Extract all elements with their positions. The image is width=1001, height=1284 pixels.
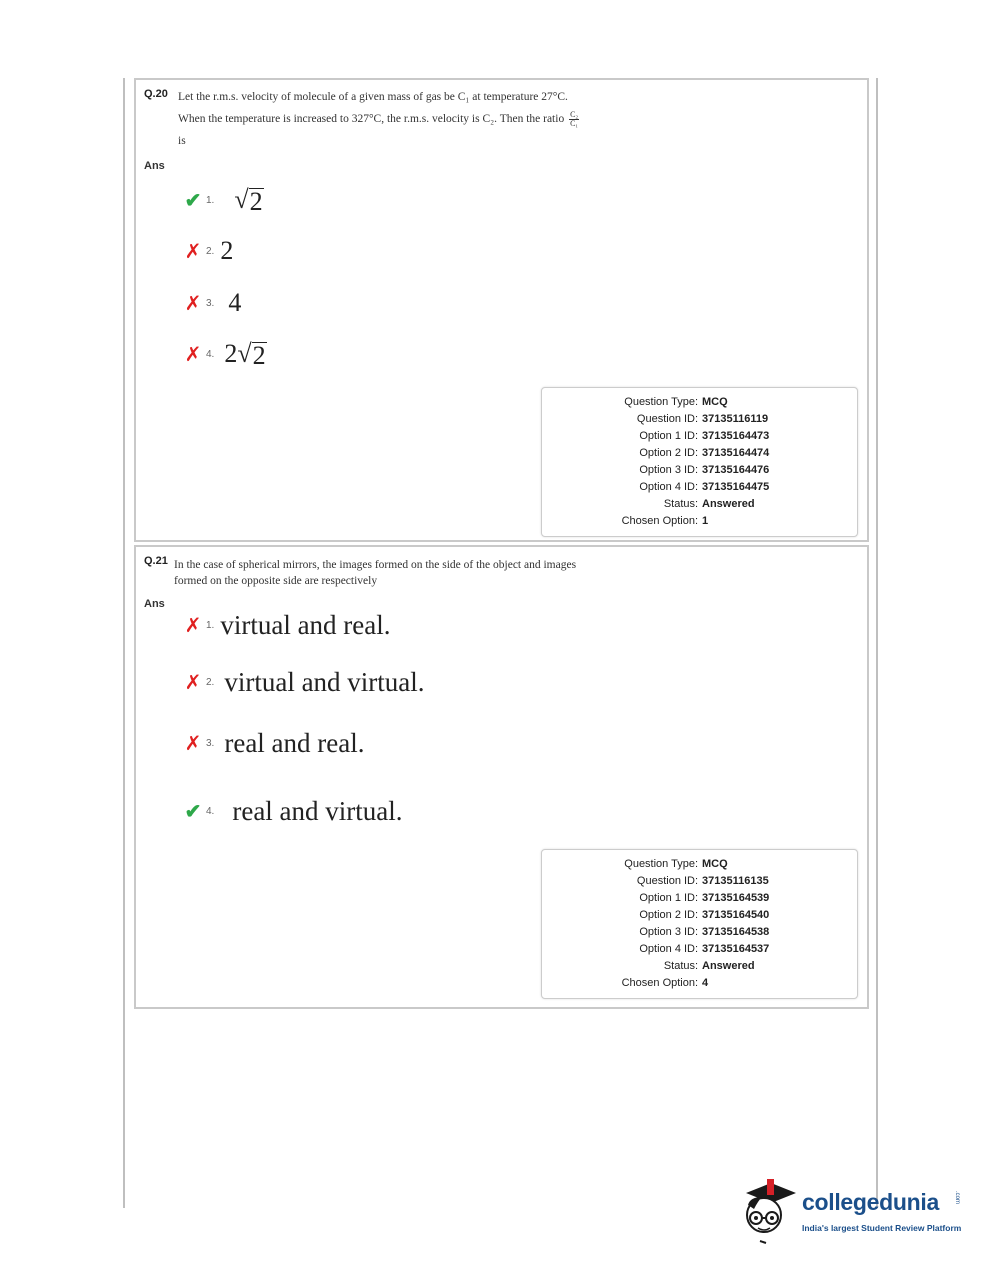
meta-separator: : <box>695 909 699 921</box>
sqrt-icon: √ <box>237 339 252 368</box>
meta-key: Question ID <box>636 413 695 425</box>
question-20-panel <box>134 78 869 542</box>
wrong-cross-icon: ✗ <box>184 240 202 263</box>
right-page-rule <box>876 78 878 1208</box>
option-number: 2. <box>206 245 215 257</box>
option-number: 4. <box>206 805 215 817</box>
option-4 <box>182 336 267 372</box>
wrong-cross-icon: ✗ <box>184 614 202 637</box>
meta-row-chosen-option <box>542 513 857 530</box>
option-text <box>224 339 266 369</box>
meta-separator: : <box>695 464 699 476</box>
question-line-2 <box>178 108 858 130</box>
meta-key: Option 4 ID <box>639 481 695 493</box>
option-4 <box>182 793 403 829</box>
meta-value: 37135164540 <box>702 909 770 921</box>
option-text: virtual and virtual. <box>224 666 425 697</box>
meta-value: 37135164473 <box>702 430 770 442</box>
question-meta-box <box>541 849 858 999</box>
option-1 <box>182 182 264 218</box>
ratio-fraction <box>569 111 579 128</box>
meta-separator: : <box>695 413 699 425</box>
meta-row-option-4-id <box>542 479 857 496</box>
question-line-1: In the case of spherical mirrors, the images formed on the side of the object and images <box>174 559 577 571</box>
meta-row-option-2-id <box>542 445 857 462</box>
meta-key: Status <box>663 960 695 972</box>
meta-key: Status <box>663 498 695 510</box>
meta-row-option-4-id <box>542 941 857 958</box>
meta-value: MCQ <box>702 396 728 408</box>
meta-separator: : <box>695 396 699 408</box>
meta-separator: : <box>695 515 699 527</box>
meta-row-status <box>542 496 857 513</box>
option-text: 4 <box>228 288 242 317</box>
question-meta-box <box>541 387 858 537</box>
option-2 <box>182 234 233 268</box>
question-line-3: is <box>178 135 186 147</box>
meta-value: Answered <box>702 498 755 510</box>
meta-separator: : <box>695 926 699 938</box>
question-line-1: Let the r.m.s. velocity of molecule of a given mass of gas be C₁ at temperature 27°C. <box>178 91 568 103</box>
meta-key: Question Type <box>624 396 695 408</box>
option-3 <box>182 725 365 761</box>
meta-separator: : <box>695 498 699 510</box>
meta-separator: : <box>695 875 699 887</box>
fraction-numerator: C₂ <box>570 109 579 119</box>
option-1 <box>182 607 391 643</box>
option-text: 2 <box>220 236 234 265</box>
question-number: Q.20 <box>144 88 168 100</box>
wrong-cross-icon: ✗ <box>184 343 202 366</box>
meta-value: 1 <box>702 515 709 527</box>
meta-row-question-id <box>542 873 857 890</box>
answer-label: Ans <box>144 598 165 610</box>
option-text: real and real. <box>224 727 365 758</box>
meta-key: Option 3 ID <box>639 926 695 938</box>
meta-value: 37135164538 <box>702 926 770 938</box>
meta-separator: : <box>695 481 699 493</box>
option-number: 3. <box>206 297 215 309</box>
meta-value: 37135164537 <box>702 943 770 955</box>
logo-tld: .com <box>954 1191 960 1205</box>
meta-value: 37135164474 <box>702 447 770 459</box>
meta-key: Option 2 ID <box>639 909 695 921</box>
option-text: real and virtual. <box>232 795 403 826</box>
question-line-2-text: When the temperature is increased to 327°C, the r.m.s. velocity is C₂. Then the ratio <box>178 113 565 125</box>
meta-row-option-3-id <box>542 462 857 479</box>
question-text <box>178 86 858 152</box>
meta-separator: : <box>695 858 699 870</box>
meta-row-option-3-id <box>542 924 857 941</box>
meta-separator: : <box>695 943 699 955</box>
meta-value: Answered <box>702 960 755 972</box>
meta-key: Option 3 ID <box>639 464 695 476</box>
option-number: 4. <box>206 348 215 360</box>
meta-value: 4 <box>702 977 709 989</box>
wrong-cross-icon: ✗ <box>184 671 202 694</box>
option-number: 2. <box>206 676 215 688</box>
option-text <box>234 185 263 215</box>
question-number: Q.21 <box>144 555 168 567</box>
option-3 <box>182 286 241 320</box>
collegedunia-logo[interactable] <box>740 1175 970 1245</box>
meta-value: 37135164539 <box>702 892 770 904</box>
wrong-cross-icon: ✗ <box>184 732 202 755</box>
meta-key: Option 4 ID <box>639 943 695 955</box>
question-line-2: formed on the opposite side are respectively <box>174 575 378 587</box>
meta-row-option-1-id <box>542 428 857 445</box>
meta-separator: : <box>695 892 699 904</box>
meta-separator: : <box>695 960 699 972</box>
answer-label: Ans <box>144 160 165 172</box>
meta-separator: : <box>695 430 699 442</box>
wrong-cross-icon: ✗ <box>184 292 202 315</box>
option-number: 1. <box>206 619 215 631</box>
option-number: 3. <box>206 737 215 749</box>
meta-value: 37135116119 <box>702 413 769 425</box>
meta-value: 37135164476 <box>702 464 770 476</box>
sqrt-icon: √ <box>234 185 249 214</box>
left-page-rule <box>123 78 125 1208</box>
logo-tagline: India's largest Student Review Platform <box>802 1223 962 1233</box>
option-number: 1. <box>206 194 215 206</box>
radicand: 2 <box>252 341 266 370</box>
question-21-panel <box>134 545 869 1009</box>
meta-value: MCQ <box>702 858 728 870</box>
radicand: 2 <box>249 187 263 216</box>
meta-key: Question ID <box>636 875 695 887</box>
meta-row-question-type <box>542 856 857 873</box>
meta-value: 37135116135 <box>702 875 769 887</box>
mascot-icon <box>740 1175 802 1245</box>
meta-value: 37135164475 <box>702 481 770 493</box>
fraction-denominator: C₁ <box>570 118 579 128</box>
option-2 <box>182 664 425 700</box>
meta-key: Option 2 ID <box>639 447 695 459</box>
logo-brand-name: collegedunia <box>802 1189 939 1215</box>
correct-check-icon: ✔ <box>184 189 202 212</box>
meta-row-question-type <box>542 394 857 411</box>
meta-key: Option 1 ID <box>639 430 695 442</box>
meta-row-option-2-id <box>542 907 857 924</box>
option-prefix: 2 <box>224 339 238 368</box>
meta-row-option-1-id <box>542 890 857 907</box>
meta-row-chosen-option <box>542 975 857 992</box>
option-text: virtual and real. <box>220 609 391 640</box>
meta-row-question-id <box>542 411 857 428</box>
meta-key: Chosen Option <box>621 977 695 989</box>
meta-row-status <box>542 958 857 975</box>
correct-check-icon: ✔ <box>184 800 202 823</box>
meta-key: Chosen Option <box>621 515 695 527</box>
meta-separator: : <box>695 977 699 989</box>
meta-separator: : <box>695 447 699 459</box>
question-text <box>174 557 854 589</box>
meta-key: Option 1 ID <box>639 892 695 904</box>
meta-key: Question Type <box>624 858 695 870</box>
